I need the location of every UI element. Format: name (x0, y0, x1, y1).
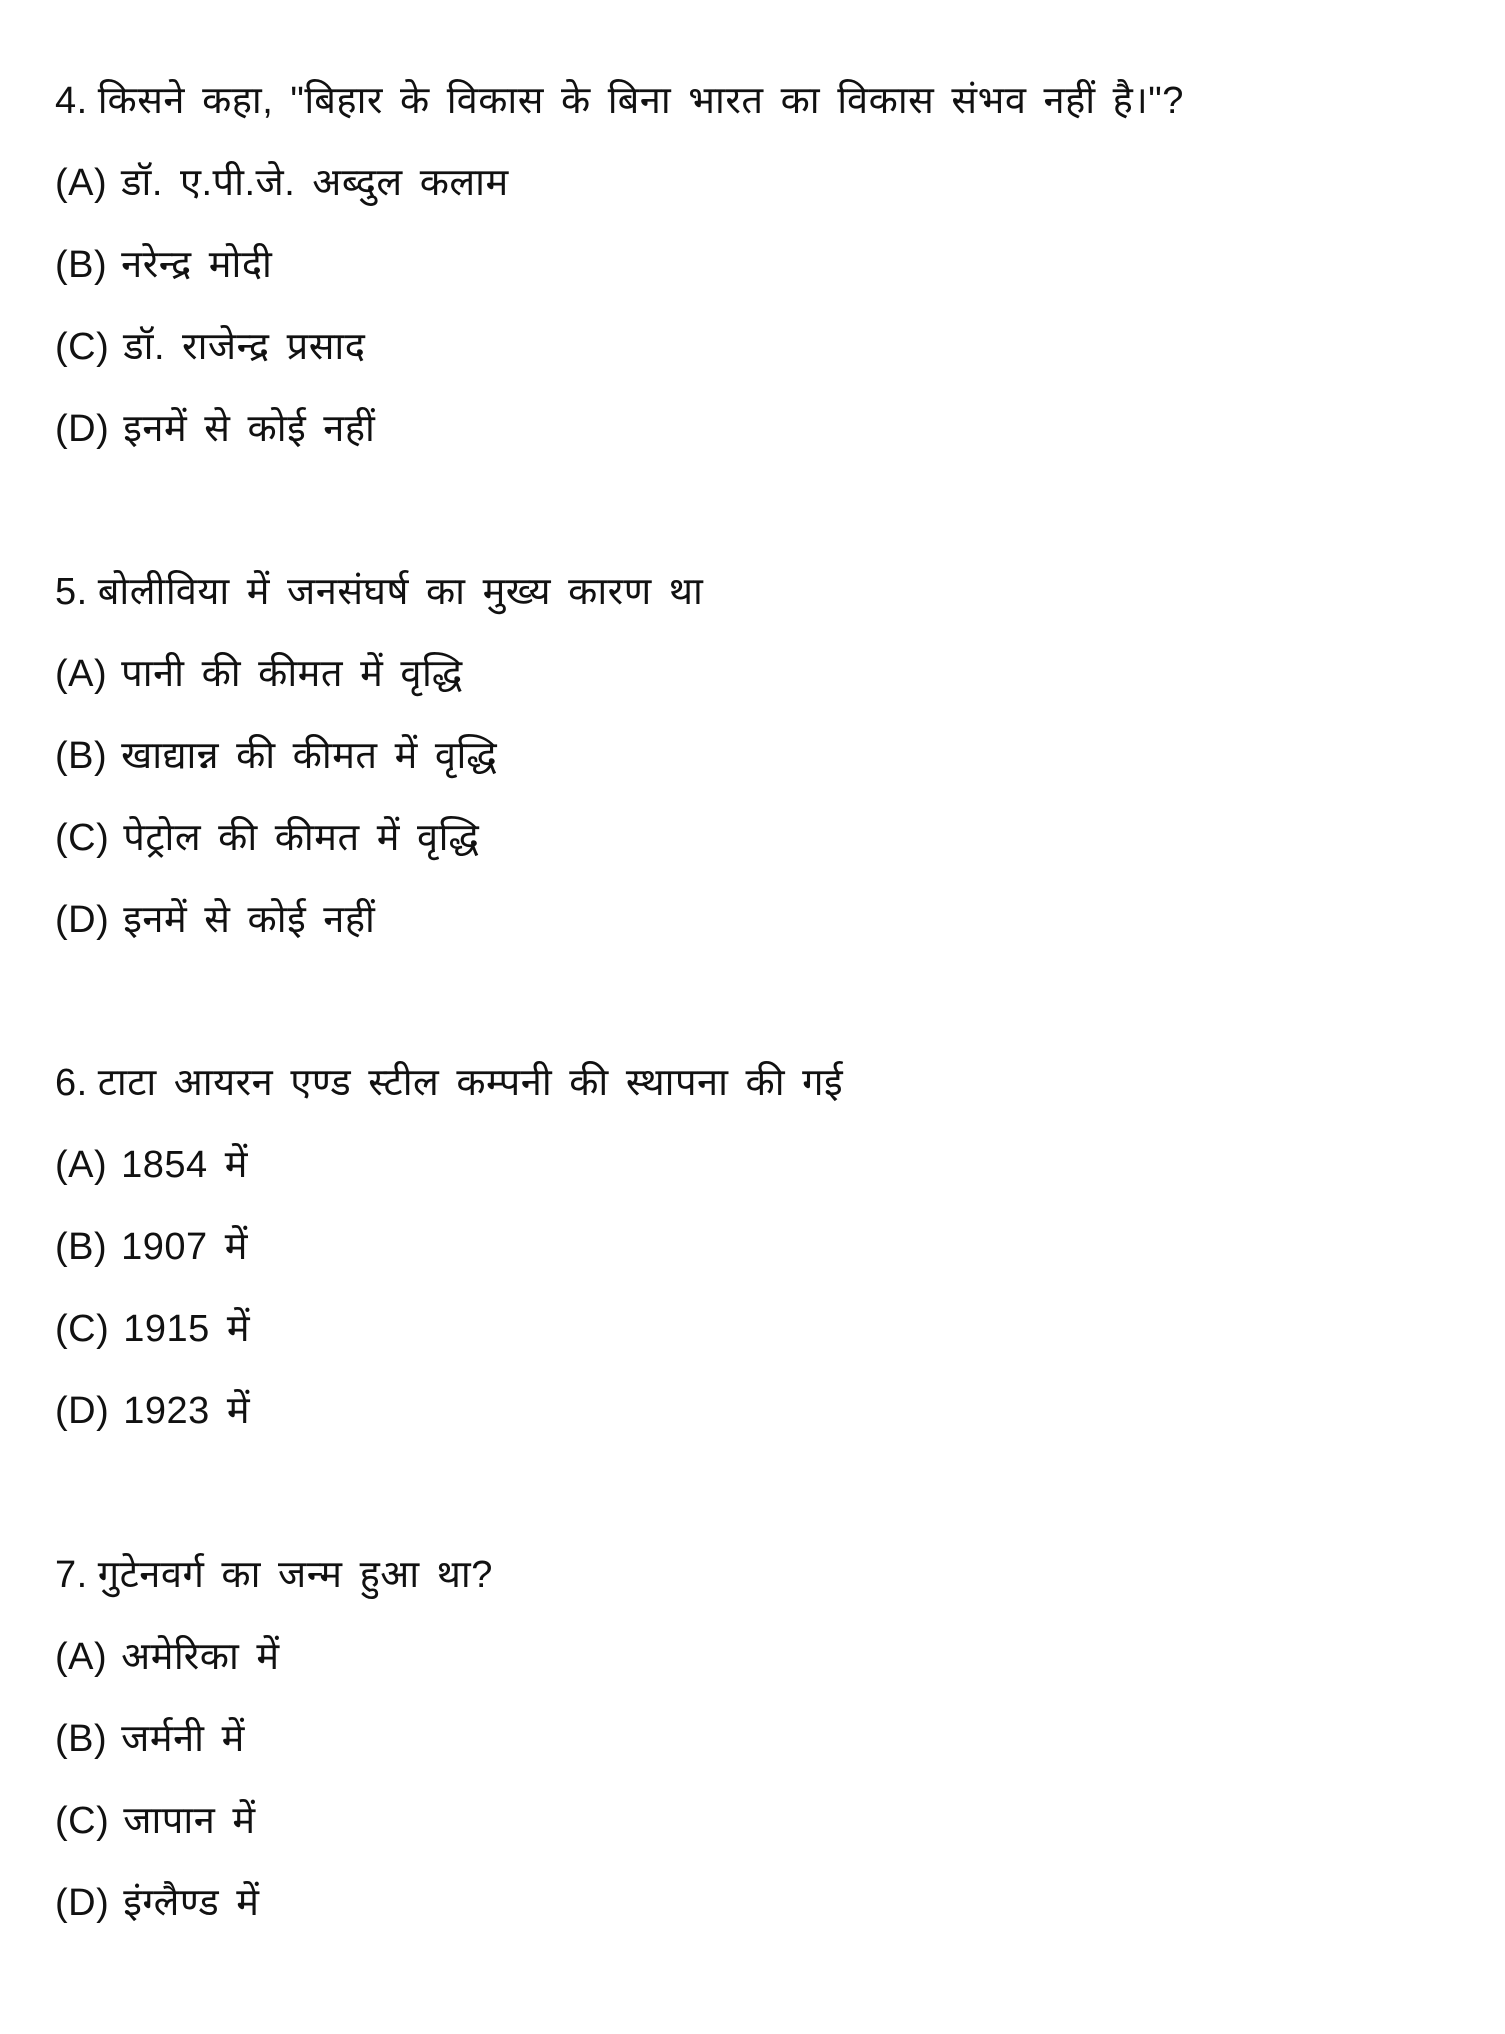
question-stem (55, 1534, 1455, 1616)
option-label: (C) (55, 1800, 110, 1842)
option-text: 1915 में (123, 1308, 251, 1350)
option-label: (A) (55, 1144, 108, 1186)
option-text: जर्मनी में (121, 1718, 245, 1760)
question-stem (55, 551, 1455, 633)
option-b (55, 224, 1455, 306)
option-label: (C) (55, 1308, 110, 1350)
option-text: पेट्रोल की कीमत में वृद्धि (123, 817, 480, 859)
option-a (55, 142, 1455, 224)
option-c (55, 797, 1455, 879)
option-text: 1923 में (123, 1390, 251, 1432)
question-text: बोलीविया में जनसंघर्ष का मुख्य कारण था (97, 571, 704, 613)
option-text: इनमें से कोई नहीं (123, 899, 376, 941)
option-label: (A) (55, 653, 108, 695)
option-b (55, 1698, 1455, 1780)
option-text: 1907 में (121, 1226, 248, 1268)
question-text: किसने कहा, "बिहार के विकास के बिना भारत का विकास संभव नहीं है।"? (97, 80, 1184, 122)
option-text: नरेन्द्र मोदी (121, 244, 273, 286)
option-d (55, 1370, 1455, 1452)
question-text: टाटा आयरन एण्ड स्टील कम्पनी की स्थापना की गई (97, 1062, 844, 1104)
option-d (55, 388, 1455, 470)
option-text: डॉ. राजेन्द्र प्रसाद (123, 326, 366, 368)
option-label: (A) (55, 1636, 108, 1678)
option-label: (D) (55, 408, 110, 450)
option-c (55, 306, 1455, 388)
question-4 (55, 60, 1455, 470)
option-text: अमेरिका में (121, 1636, 280, 1678)
question-number: 5. (55, 571, 88, 613)
option-a (55, 1124, 1455, 1206)
question-stem (55, 1042, 1455, 1124)
option-text: डॉ. ए.पी.जे. अब्दुल कलाम (121, 162, 509, 204)
option-label: (C) (55, 817, 110, 859)
question-number: 7. (55, 1554, 88, 1596)
question-5 (55, 551, 1455, 961)
option-label: (C) (55, 326, 110, 368)
option-label: (B) (55, 244, 108, 286)
option-label: (A) (55, 162, 108, 204)
option-text: 1854 में (121, 1144, 248, 1186)
option-label: (D) (55, 1390, 110, 1432)
option-label: (D) (55, 1882, 110, 1924)
option-c (55, 1288, 1455, 1370)
option-text: इनमें से कोई नहीं (123, 408, 376, 450)
option-b (55, 1206, 1455, 1288)
option-a (55, 633, 1455, 715)
option-label: (B) (55, 1718, 108, 1760)
question-number: 6. (55, 1062, 88, 1104)
question-text: गुटेनवर्ग का जन्म हुआ था? (97, 1554, 493, 1596)
option-text: पानी की कीमत में वृद्धि (121, 653, 463, 695)
option-text: खाद्यान्न की कीमत में वृद्धि (121, 735, 498, 777)
question-6 (55, 1042, 1455, 1452)
question-7 (55, 1534, 1455, 1944)
option-c (55, 1780, 1455, 1862)
option-b (55, 715, 1455, 797)
question-stem (55, 60, 1455, 142)
option-text: इंग्लैण्ड में (123, 1882, 260, 1924)
option-label: (B) (55, 735, 108, 777)
question-number: 4. (55, 80, 88, 122)
option-d (55, 1862, 1455, 1944)
option-a (55, 1616, 1455, 1698)
option-label: (D) (55, 899, 110, 941)
option-d (55, 879, 1455, 961)
option-label: (B) (55, 1226, 108, 1268)
option-text: जापान में (123, 1800, 256, 1842)
